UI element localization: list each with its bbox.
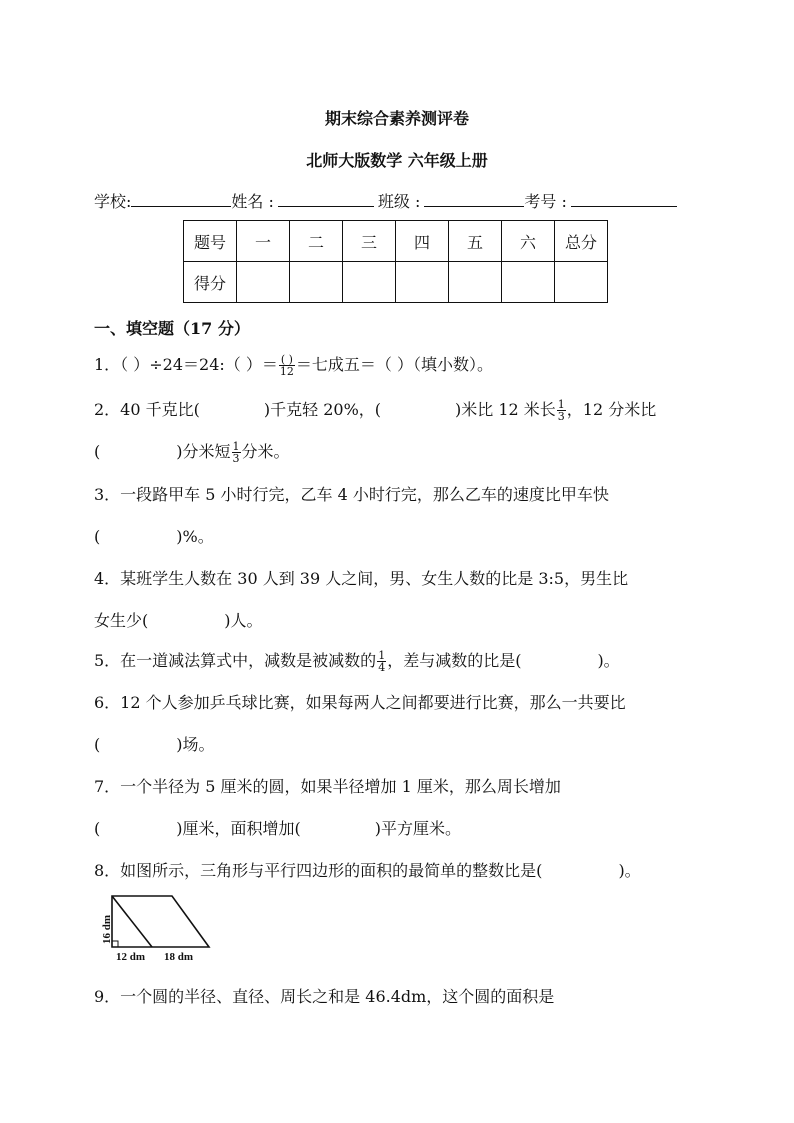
question-7-line-1: 7．一个半径为 5 厘米的圆，如果半径增加 1 厘米，那么周长增加: [94, 777, 561, 796]
triangle-edge: [112, 896, 152, 947]
score-cell[interactable]: [502, 262, 555, 303]
score-cell[interactable]: [343, 262, 396, 303]
school-field[interactable]: [131, 192, 231, 207]
question-3-line-1: 3．一段路甲车 5 小时行完，乙车 4 小时行完，那么乙车的速度比甲车快: [94, 485, 609, 504]
student-info-line: [94, 189, 677, 212]
question-text: ，差与减数的比是(: [387, 651, 522, 670]
question-text: 分米。: [241, 442, 290, 461]
table-cell: 四: [396, 221, 449, 262]
class-label: 班级 :: [377, 192, 421, 211]
table-cell: 六: [502, 221, 555, 262]
question-text: )%。: [176, 527, 214, 546]
school-label: 学校:: [94, 192, 132, 211]
question-2-line-1: [94, 397, 656, 422]
base-left-label: 12 dm: [116, 951, 146, 962]
question-5: [94, 648, 620, 673]
question-text: )米比 12 米长: [455, 400, 556, 419]
table-cell: 得分: [184, 262, 237, 303]
question-text: (: [94, 819, 101, 838]
base-right-label: 18 dm: [164, 951, 194, 962]
question-text: )平方厘米。: [374, 819, 461, 838]
score-cell[interactable]: [555, 262, 608, 303]
name-label: 姓名 :: [231, 192, 274, 211]
fraction: $\frac{( )}{12}$: [279, 353, 294, 378]
question-text: ＝七成五＝（ ）（填小数）。: [295, 355, 493, 374]
score-cell[interactable]: [396, 262, 449, 303]
fraction: $\frac{1}{3}$: [232, 440, 240, 465]
score-table: [183, 220, 608, 303]
question-8: [94, 858, 641, 881]
table-cell: 一: [237, 221, 290, 262]
question-text: )分米短: [176, 442, 231, 461]
exam-no-field[interactable]: [571, 192, 677, 207]
question-text: 1．（ ）÷24＝24:（ ）＝: [94, 355, 278, 374]
question-7-line-2: [94, 816, 461, 839]
table-cell: 五: [449, 221, 502, 262]
score-cell[interactable]: [290, 262, 343, 303]
question-text: )。: [618, 861, 641, 880]
question-text: )人。: [224, 611, 263, 630]
parallelogram-triangle-figure: [96, 890, 216, 962]
page-title: 期末综合素养测评卷: [324, 109, 469, 128]
question-6-line-2: [94, 732, 215, 755]
question-text: (: [94, 735, 101, 754]
question-text: 2．40 千克比(: [94, 400, 200, 419]
question-9: 9．一个圆的半径、直径、周长之和是 46.4dm，这个圆的面积是: [94, 987, 555, 1006]
question-3-line-2: [94, 524, 214, 547]
table-cell: 三: [343, 221, 396, 262]
question-1: [94, 352, 493, 377]
question-2-line-2: [94, 439, 290, 464]
parallelogram-shape: [112, 896, 209, 947]
question-text: (: [94, 442, 101, 461]
question-text: (: [94, 527, 101, 546]
question-text: 女生少(: [94, 611, 149, 630]
score-table-header-row: [184, 221, 608, 262]
score-cell[interactable]: [449, 262, 502, 303]
question-4-line-2: [94, 608, 263, 631]
section-heading: 一、填空题（17 分）: [94, 319, 250, 338]
table-cell: 二: [290, 221, 343, 262]
height-label: 16 dm: [101, 914, 113, 944]
fraction: $\frac{1}{3}$: [557, 398, 565, 423]
question-text: ，12 分米比: [566, 400, 657, 419]
exam-no-label: 考号 :: [524, 192, 567, 211]
table-cell: 总分: [555, 221, 608, 262]
class-field[interactable]: [424, 192, 524, 207]
question-text: 5．在一道减法算式中，减数是被减数的: [94, 651, 377, 670]
name-field[interactable]: [278, 192, 374, 207]
question-text: 8．如图所示，三角形与平行四边形的面积的最简单的整数比是(: [94, 861, 543, 880]
question-text: )厘米，面积增加(: [176, 819, 301, 838]
question-text: )千克轻 20%，(: [263, 400, 382, 419]
question-text: )。: [597, 651, 620, 670]
question-4-line-1: 4．某班学生人数在 30 人到 39 人之间，男、女生人数的比是 3:5，男生比: [94, 569, 629, 588]
question-text: )场。: [176, 735, 215, 754]
page-subtitle: 北师大版数学 六年级上册: [306, 151, 488, 170]
table-cell: 题号: [184, 221, 237, 262]
score-table-score-row: [184, 262, 608, 303]
score-cell[interactable]: [237, 262, 290, 303]
fraction: $\frac{1}{4}$: [378, 649, 386, 674]
question-6-line-1: 6．12 个人参加乒乓球比赛，如果每两人之间都要进行比赛，那么一共要比: [94, 693, 626, 712]
